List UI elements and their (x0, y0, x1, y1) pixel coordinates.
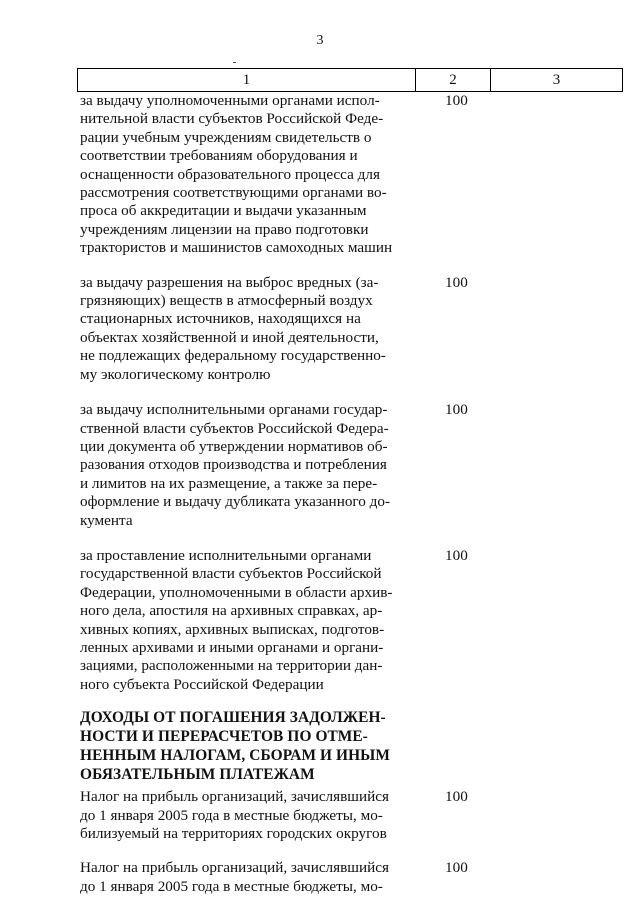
column-header-2: 2 (416, 69, 491, 92)
entry-description: Налог на прибыль организаций, зачислявшийся до 1 января 2005 года в местные бюджеты, мо- билизуемый на территориях городских округов (80, 788, 389, 842)
column-header-3: 3 (491, 69, 623, 92)
entry-description: за выдачу уполномоченными органами испол- нительной власти субъектов Российской Феде- рации учебным учреждениям свидетельств о соответствии требованиям оборудования и оснащенности образовательного процесса для рассмотрения соответствующими органами во- проса об аккредитации и выдачи указанным учреждениям лицензии на право подготовки трактористов и машинистов самоходных машин (80, 92, 393, 257)
entry-description: за проставление исполнительными органами государственной власти субъектов Российской Федерации, уполномоченными в области архив- ного дела, апостиля на архивных справках, ар- хивных копиях, архивных выписках, подготов- ленных архивами и иными органами и органи- зациями, расположенными на территории дан- ного субъекта Российской Федерации (80, 546, 393, 693)
fee-entry-waste-norms (80, 401, 468, 530)
entry-rate: 100 (445, 859, 468, 877)
fee-entry-emission-permit (80, 273, 468, 384)
entry-rate: 100 (445, 546, 468, 564)
column-header-table (77, 68, 623, 92)
entry-description: за выдачу исполнительными органами государ- ственной власти субъектов Российской Федера- ции документа об утверждении нормативов об- разования отходов производства и потребления и лимитов на их размещение, а также за пере- оформление и выдачу дубликата указанного до- кумента (80, 401, 391, 529)
column-header-row (78, 69, 623, 92)
document-body (80, 92, 468, 896)
entry-description: Налог на прибыль организаций, зачислявшийся до 1 января 2005 года в местные бюджеты, мо- (80, 859, 389, 895)
entry-rate: 100 (445, 401, 468, 419)
entry-description: за выдачу разрешения на выброс вредных (за- грязняющих) веществ в атмосферный воздух стационарных источников, находящихся на объектах хозяйственной и иной деятельности, не подлежащих федеральному государственно- му экологическому контролю (80, 273, 386, 383)
tax-entry-city-districts (80, 788, 468, 843)
section-heading: ДОХОДЫ ОТ ПОГАШЕНИЯ ЗАДОЛЖЕН- НОСТИ И ПЕРЕРАСЧЕТОВ ПО ОТМЕ- НЕННЫМ НАЛОГАМ, СБОРАМ И ИНЫМ ОБЯЗАТЕЛЬНЫМ ПЛАТЕЖАМ (80, 709, 391, 784)
entry-rate: 100 (445, 273, 468, 291)
entry-rate: 100 (445, 92, 468, 109)
tax-entry-continued (80, 859, 468, 896)
entry-rate: 100 (445, 788, 468, 806)
fee-entry-apostille (80, 546, 468, 694)
page-number: 3 (316, 33, 324, 48)
column-header-1: 1 (78, 69, 416, 92)
fee-entry-tractor-license (80, 92, 468, 258)
scan-mark (233, 62, 236, 63)
